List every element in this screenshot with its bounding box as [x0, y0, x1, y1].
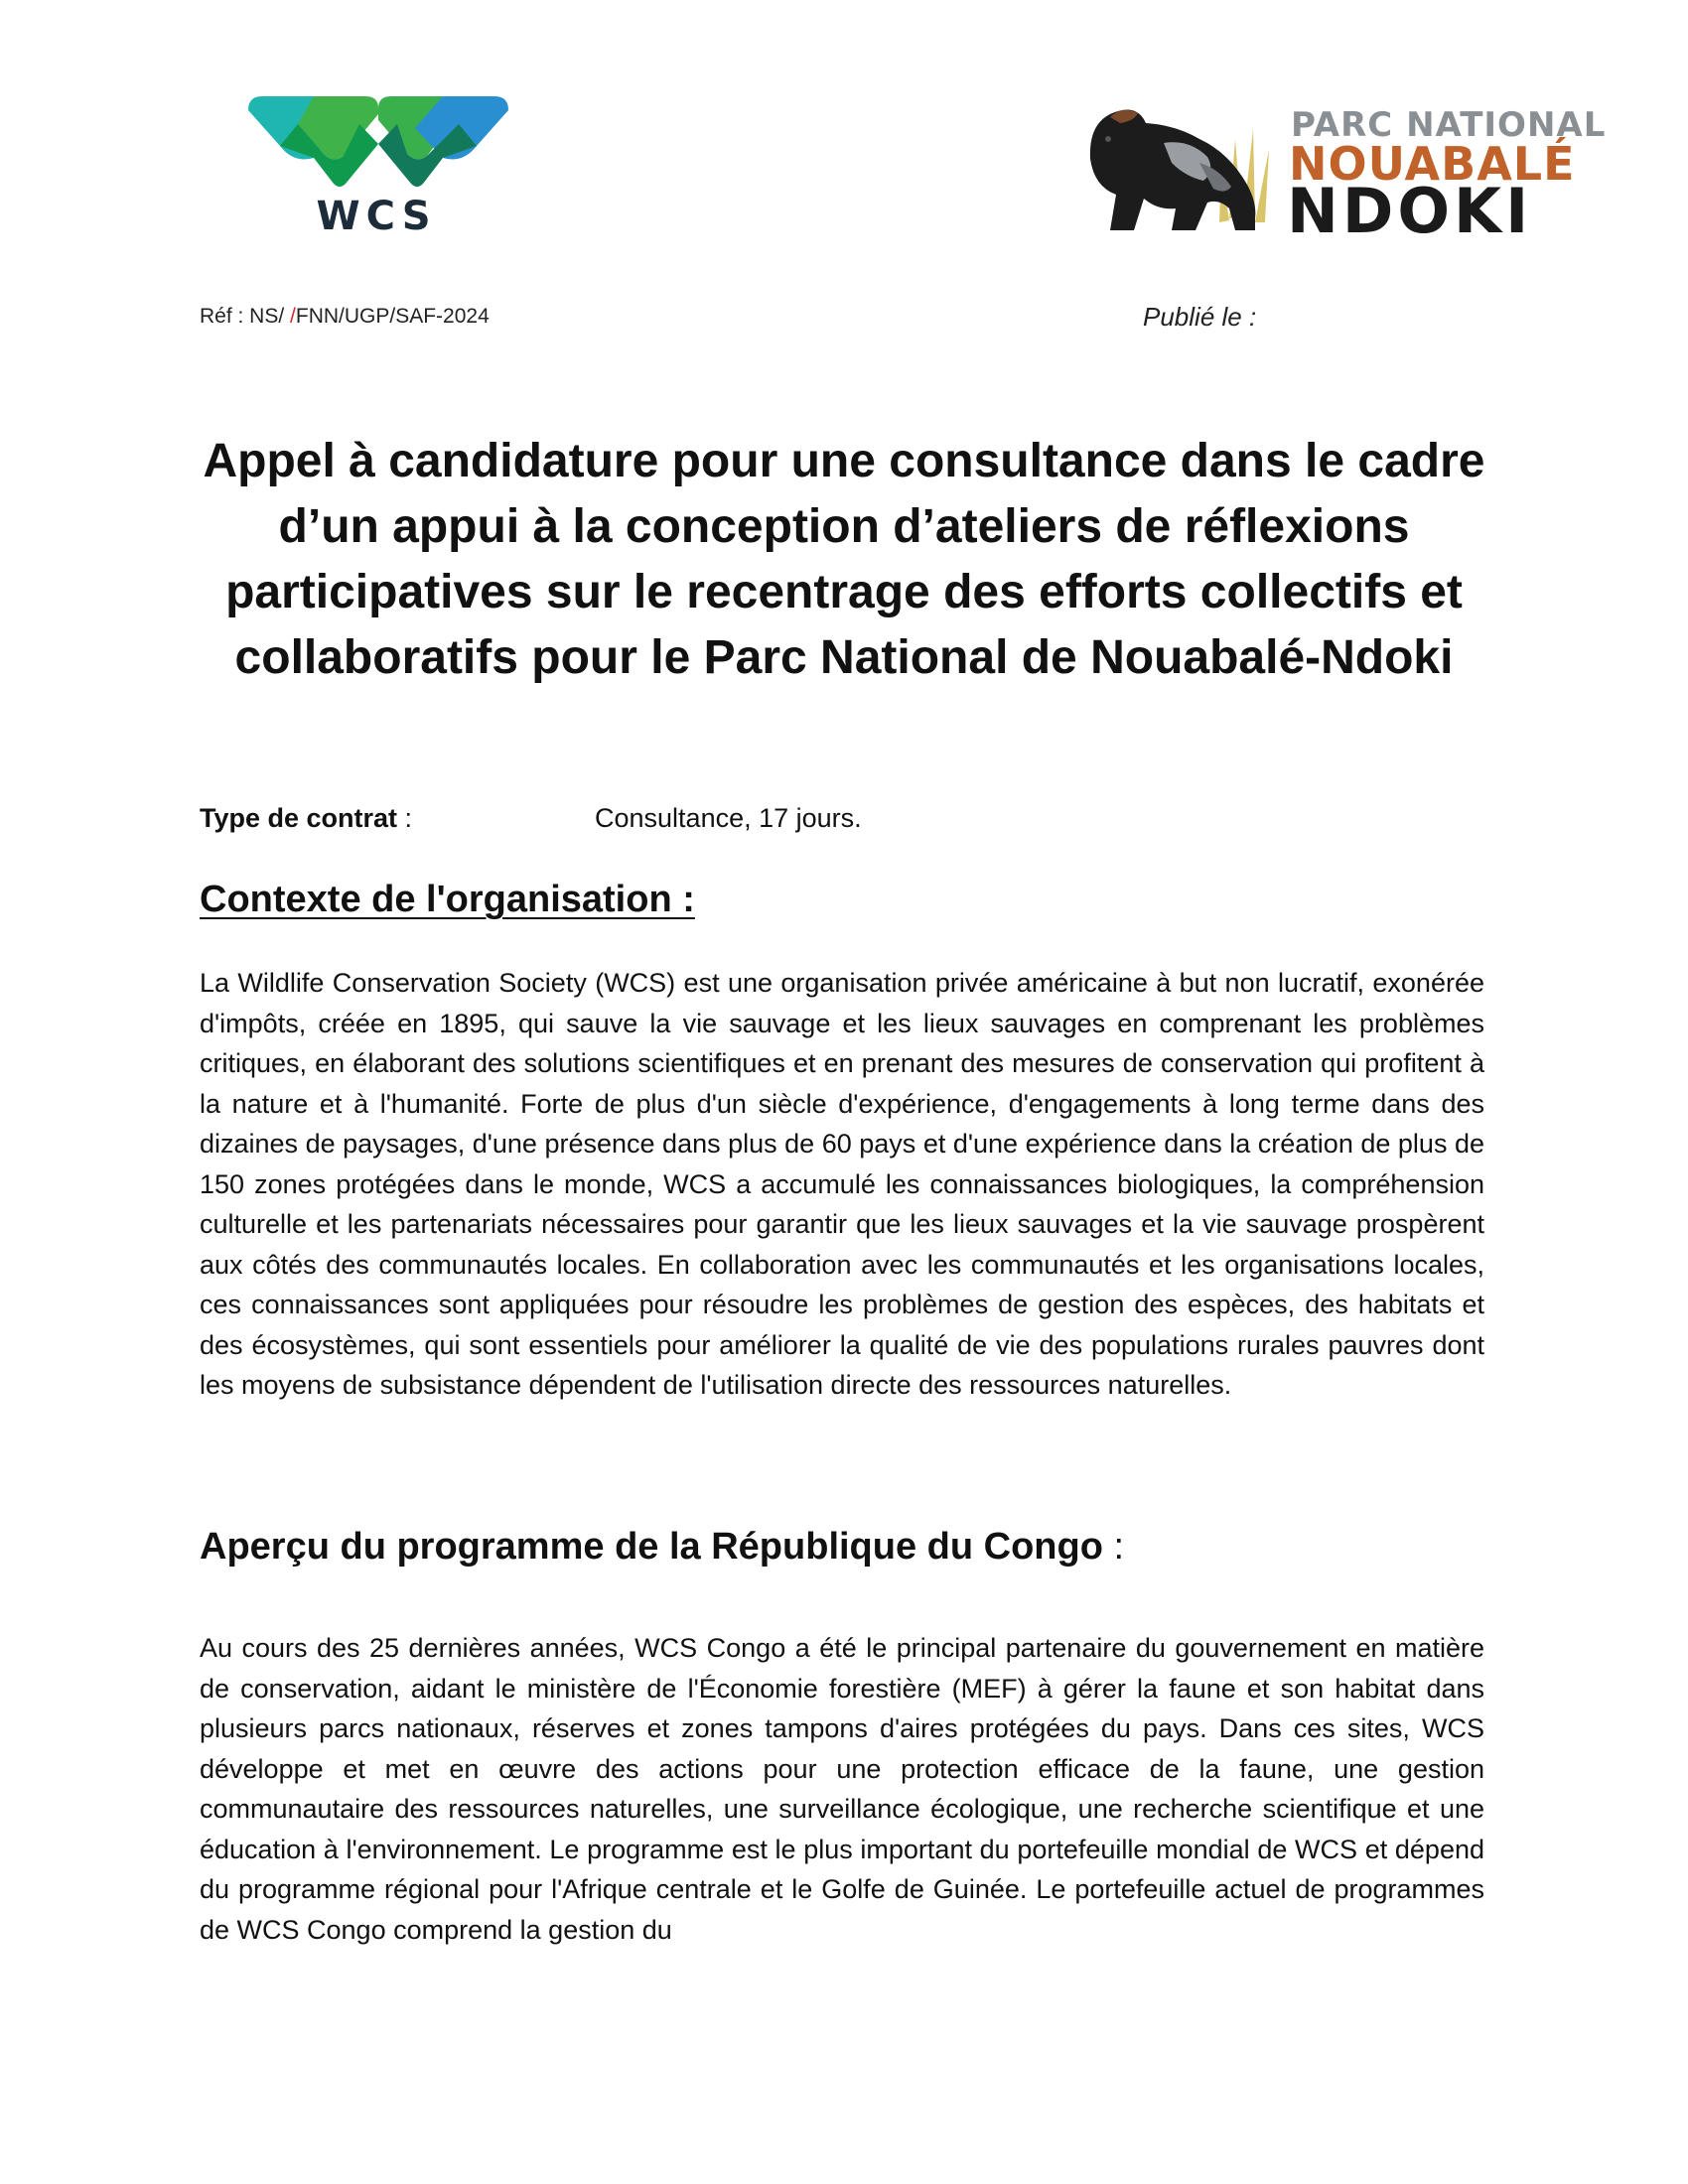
reference-slash: /	[290, 305, 296, 328]
wcs-logo	[248, 94, 508, 243]
contract-type-value: Consultance, 17 jours.	[595, 803, 862, 833]
contract-type	[200, 803, 412, 834]
document-title: Appel à candidature pour une consultance dans le cadre d’un appui à la conception d’ateliers de réflexions participatives sur le recentrage des efforts collectifs et collaboratifs pour le Parc National de Nouabalé-Ndoki	[203, 435, 1485, 684]
paragraph-context: La Wildlife Conservation Society (WCS) est une organisation privée américaine à but non lucratif, exonérée d'impôts, créée en 1895, qui sauve la vie sauvage et les lieux sauvages en comprenant les problèmes critiques, en élaborant des solutions scientifiques et en prenant des mesures de conservation qui profitent à la nature et à l'humanité. Forte de plus d'un siècle d'expérience, d'engagements à long terme dans des dizaines de paysages, d'une présence dans plus de 60 pays et d'une expérience dans la création de plus de 150 zones protégées dans le monde, WCS a accumulé les connaissances biologiques, la compréhension culturelle et les partenariats nécessaires pour garantir que les lieux sauvages et la vie sauvage prospèrent aux côtés des communautés locales. En collaboration avec les communautés et les organisations locales, ces connaissances sont appliquées pour résoudre les problèmes de gestion des espèces, des habitats et des écosystèmes, qui sont essentiels pour améliorer la qualité de vie des populations rurales pauvres dont les moyens de subsistance dépendent de l'utilisation directe des ressources naturelles.	[200, 968, 1484, 1400]
wcs-logo-mark	[248, 94, 508, 194]
contract-type-label: Type de contrat	[200, 803, 398, 833]
published-date-label: Publié le :	[1143, 302, 1257, 332]
section-heading-program-colon: :	[1102, 1526, 1125, 1568]
reference-suffix: FNN/UGP/SAF-2024	[295, 305, 490, 328]
wcs-logo-text: WCS	[316, 194, 437, 239]
park-logo-line3: NDOKI	[1287, 175, 1533, 247]
section-heading-program-text: Aperçu du programme de la République du Congo	[200, 1526, 1103, 1568]
park-logo-line1: PARC NATIONAL	[1291, 105, 1607, 145]
park-logo-line2: NOUABALÉ	[1289, 137, 1576, 191]
section-heading-program	[200, 1526, 1124, 1569]
reference-number	[200, 305, 490, 329]
gorilla-icon	[1080, 99, 1279, 243]
section-heading-context: Contexte de l'organisation :	[200, 879, 695, 920]
park-logo	[1080, 99, 1607, 247]
contract-type-separator: :	[397, 803, 413, 833]
paragraph-program: Au cours des 25 dernières années, WCS Congo a été le principal partenaire du gouvernement en matière de conservation, aidant le ministère de l'Économie forestière (MEF) à gérer la faune et son habitat dans plusieurs parcs nationaux, réserves et zones tampons d'aires protégées du pays. Dans ces sites, WCS développe et met en œuvre des actions pour une protection efficace de la faune, une gestion communautaire des ressources naturelles, une surveillance écologique, une recherche scientifique et une éducation à l'environnement. Le programme est le plus important du portefeuille mondial de WCS et dépend du programme régional pour l'Afrique centrale et le Golfe de Guinée. Le portefeuille actuel de programmes de WCS Congo comprend la gestion du	[200, 1633, 1484, 1945]
reference-prefix: Réf : NS/	[200, 305, 291, 328]
